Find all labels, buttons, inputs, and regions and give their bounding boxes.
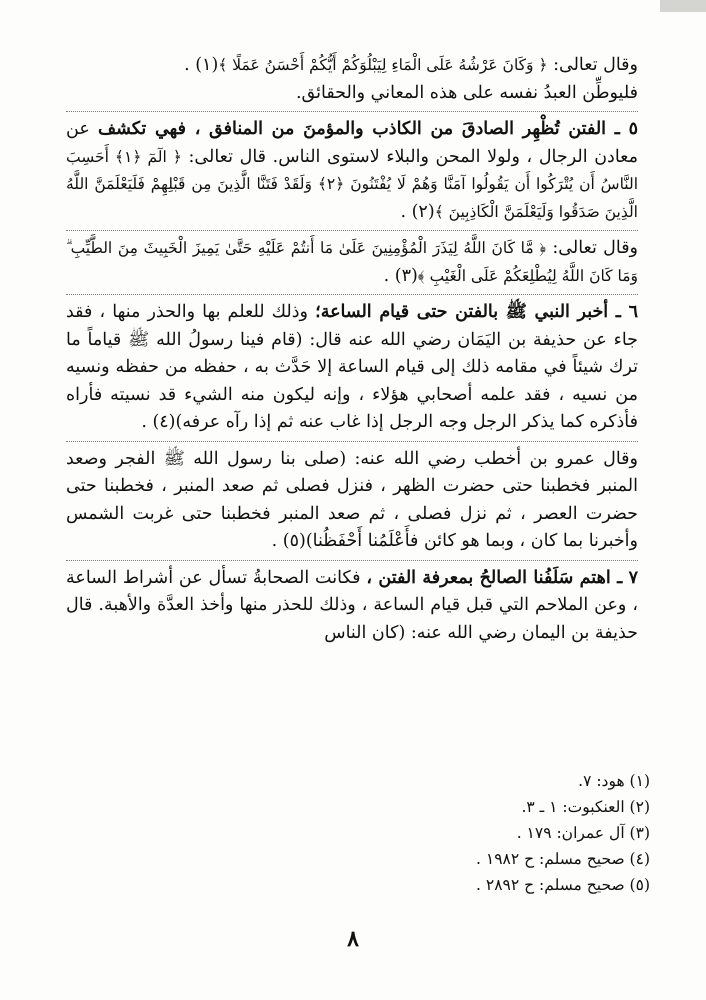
paragraph-point-6: ٦ ـ أخبر النبي ﷺ بالفتن حتى قيام الساعة؛ وذلك للعلم بها والحذر منها ، فقد جاء عن حذيفة بن اليَمَان رضي الله عنه قال: (قام فينا رسولُ الله ﷺ قياماً ما ترك شيئاً في مقامه ذلك إلى قيام الساعة إلا حَدَّث به ، حفظه من حفظه ونسيه من نسيه ، فقد علمه أصحابي هؤلاء ، وإنه ليكون منه الشيء قد نسيته فأراه فأذكره كما يذكر الرجل وجه الرجل إذا غاب عنه ثم إذا رآه عرفه)(٤) . bbox=[66, 302, 638, 432]
footnote-ref: (٤) . bbox=[141, 412, 176, 432]
footnote-ref: (٥) . bbox=[271, 531, 306, 551]
point-6-heading: ٦ ـ أخبر النبي ﷺ بالفتن حتى قيام الساعة؛ bbox=[315, 302, 638, 322]
quran-quote: ﴿ مَّا كَانَ اللَّهُ لِيَذَرَ الْمُؤْمِنِينَ عَلَىٰ مَا أَنتُمْ عَلَيْهِ حَتَّىٰ يَمِيزَ الْخَبِيثَ مِنَ الطَّيِّبِ ۗ وَمَا كَانَ اللَّهُ لِيُطْلِعَكُمْ عَلَى الْغَيْبِ ﴾ bbox=[66, 239, 638, 285]
point-5-heading: ٥ ـ الفتن تُظْهِر الصادقَ من الكاذب والمؤمنَ من المنافق ، فهي تكشف bbox=[97, 119, 638, 139]
footnote-ref: (٣) . bbox=[383, 265, 418, 286]
paragraph-2: فليوطِّن العبدُ نفسه على هذه المعاني والحقائق. bbox=[295, 82, 638, 103]
dotted-divider bbox=[66, 230, 638, 231]
point-7-heading: ٧ ـ اهتم سَلَفُنا الصالحُ بمعرفة الفتن ، bbox=[366, 567, 638, 588]
paragraph-4: وقال تعالى: ﴿ مَّا كَانَ اللَّهُ لِيَذَرَ الْمُؤْمِنِينَ عَلَىٰ مَا أَنتُمْ عَلَيْهِ حَتَّىٰ يَمِيزَ الْخَبِيثَ مِنَ الطَّيِّبِ ۗ وَمَا كَانَ اللَّهُ لِيُطْلِعَكُمْ عَلَى الْغَيْبِ ﴾(٣) . bbox=[66, 238, 639, 286]
main-text bbox=[66, 52, 638, 647]
footnote-item: (٣) آل عمران: ١٧٩ . bbox=[516, 824, 650, 842]
page-number: ٨ bbox=[347, 926, 359, 952]
scan-edge-mark bbox=[660, 0, 706, 12]
dotted-divider bbox=[66, 441, 638, 442]
footnote-item: (٤) صحيح مسلم: ح ١٩٨٢ . bbox=[476, 850, 650, 868]
dotted-divider bbox=[66, 560, 638, 561]
footnote-ref: (١) . bbox=[184, 55, 219, 75]
paragraph-point-7: ٧ ـ اهتم سَلَفُنا الصالحُ بمعرفة الفتن ، فكانت الصحابةُ تسأل عن أشراط الساعة ، وعن الملاحم التي قبل قيام الساعة ، وذلك للحذر منها وأخذ العدَّة والأهبة. قال حذيفة بن اليمان رضي الله عنه: (كان الناس bbox=[66, 567, 638, 643]
paragraph-point-5: ٥ ـ الفتن تُظْهِر الصادقَ من الكاذب والمؤمنَ من المنافق ، فهي تكشف عن معادن الرجال ، ولولا المحن والبلاء لاستوى الناس. قال تعالى: ﴿ الٓمٓ ﴿١﴾ أَحَسِبَ النَّاسُ أَن يُتْرَكُوا أَن يَقُولُوا آمَنَّا وَهُمْ لَا يُفْتَنُونَ ﴿٢﴾ وَلَقَدْ فَتَنَّا الَّذِينَ مِن قَبْلِهِمْ فَلَيَعْلَمَنَّ اللَّهُ الَّذِينَ صَدَقُوا وَلَيَعْلَمَنَّ الْكَاذِبِينَ ﴾(٢) . bbox=[66, 119, 638, 222]
footnote-item: (٥) صحيح مسلم: ح ٢٨٩٢ . bbox=[476, 876, 650, 894]
footnote-ref: (٢) . bbox=[400, 201, 435, 222]
paragraph-1: وقال تعالى: ﴿ وَكَانَ عَرْشُهُ عَلَى الْمَاءِ لِيَبْلُوَكُمْ أَيُّكُمْ أَحْسَنُ عَمَلًا ﴾(١) . bbox=[184, 55, 638, 75]
paragraph-amr: وقال عمرو بن أخطب رضي الله عنه: (صلى بنا رسول الله ﷺ الفجر وصعد المنبر فخطبنا حتى حضرت الظهر ، فنزل فصلى ثم صعد المنبر ، فخطبنا حتى حضرت العصر ، ثم نزل فصلى ، ثم صعد المنبر فخطبنا حتى غربت الشمس وأخبرنا بما كان ، وبما هو كائن فأَعْلَمُنا أَحْفَظُنا)(٥) . bbox=[66, 448, 638, 551]
quran-quote: ﴿ وَكَانَ عَرْشُهُ عَلَى الْمَاءِ لِيَبْلُوَكُمْ أَيُّكُمْ أَحْسَنُ عَمَلًا ﴾ bbox=[218, 56, 548, 74]
dotted-divider bbox=[66, 294, 638, 295]
footnotes bbox=[360, 768, 650, 898]
quran-quote: ﴿ الٓمٓ ﴿١﴾ أَحَسِبَ النَّاسُ أَن يُتْرَكُوا أَن يَقُولُوا آمَنَّا وَهُمْ لَا يُفْتَنُونَ ﴿٢﴾ وَلَقَدْ فَتَنَّا الَّذِينَ مِن قَبْلِهِمْ فَلَيَعْلَمَنَّ اللَّهُ الَّذِينَ صَدَقُوا وَلَيَعْلَمَنَّ الْكَاذِبِينَ ﴾ bbox=[66, 147, 638, 221]
footnote-item: (٢) العنكبوت: ١ ـ ٣. bbox=[521, 798, 650, 816]
footnote-item: (١) هود: ٧. bbox=[578, 772, 650, 790]
dotted-divider bbox=[66, 111, 638, 112]
